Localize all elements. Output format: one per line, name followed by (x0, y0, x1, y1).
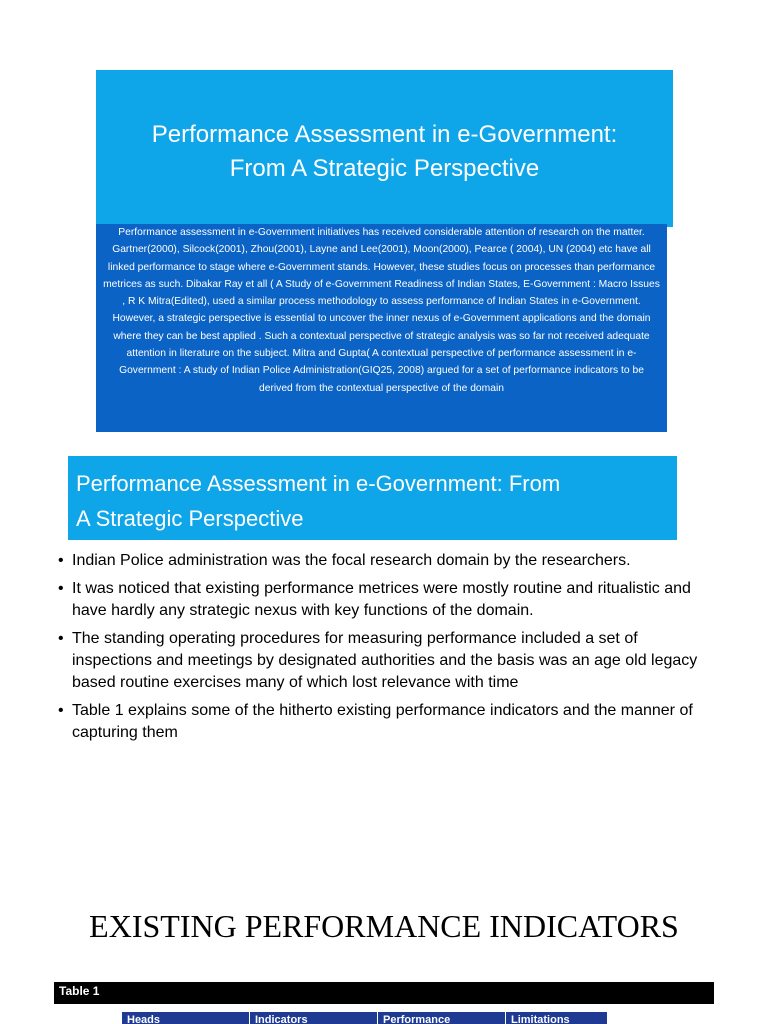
bullet-list (58, 550, 718, 750)
table-header-limitations: Limitations (506, 1012, 608, 1024)
bullet-text: The standing operating procedures for measuring performance included a set of inspections and meetings by designated authorities and the basis was an age old legacy based routine exercises many of which lost relevance with time (72, 630, 698, 691)
bullet-icon: • (58, 580, 64, 597)
bullet-icon: • (58, 552, 64, 569)
list-item (58, 550, 718, 572)
table-header-heads: Heads (122, 1012, 250, 1024)
list-item (58, 628, 718, 694)
slide3-heading: EXISTING PERFORMANCE INDICATORS (89, 908, 679, 944)
slide1-body-text: Performance assessment in e-Government initiatives has received considerable attention of research on the matter. Gartner(2000), Silcock(2001), Zhou(2001), Layne and Lee(2001), Moon(2000), Pearce ( 2004), UN (2004) etc have all linked performance to stage where e-Government stands. However, these studies focus on processes than performance metrices as such. Dibakar Ray et all ( A Study of e-Government Readiness of Indian States, E-Government : Macro Issues , R K Mitra(Edited), used a similar process methodology to assess performance of Indian States in e-Government. However, a strategic perspective is essential to uncover the inner nexus of e-Government applications and the domain where they can be best applied . Such a contextual perspective of strategic analysis was so far not received adequate attention in literature on the subject. Mitra and Gupta( A contextual perspective of performance assessment in e-Government : A study of Indian Police Administration(GIQ25, 2008) argued for a set of performance indicators to be derived from the contextual perspective of the domain (96, 224, 667, 432)
bullet-icon: • (58, 702, 64, 719)
slide2-title-line2: A Strategic Perspective (76, 506, 304, 531)
slide2-title (68, 456, 677, 540)
list-item (58, 700, 718, 744)
table-header-performance: Performance (378, 1012, 506, 1024)
slide1-title-line2: From A Strategic Perspective (229, 155, 540, 182)
slide1-title-line1: Performance Assessment in e-Government: (151, 121, 618, 148)
bullet-icon: • (58, 630, 64, 647)
table-header-row (122, 1012, 608, 1024)
bullet-text: It was noticed that existing performance metrices were mostly routine and ritualistic and have hardly any strategic nexus with key functions of the domain. (72, 580, 691, 619)
bullet-text: Indian Police administration was the focal research domain by the researchers. (72, 552, 631, 569)
slide2-title-line1: Performance Assessment in e-Government: From (76, 471, 561, 496)
slide1-title (96, 70, 673, 227)
table-caption: Table 1 (54, 982, 714, 1004)
list-item (58, 578, 718, 622)
table-header-indicators: Indicators (250, 1012, 378, 1024)
bullet-text: Table 1 explains some of the hitherto existing performance indicators and the manner of capturing them (72, 702, 693, 741)
